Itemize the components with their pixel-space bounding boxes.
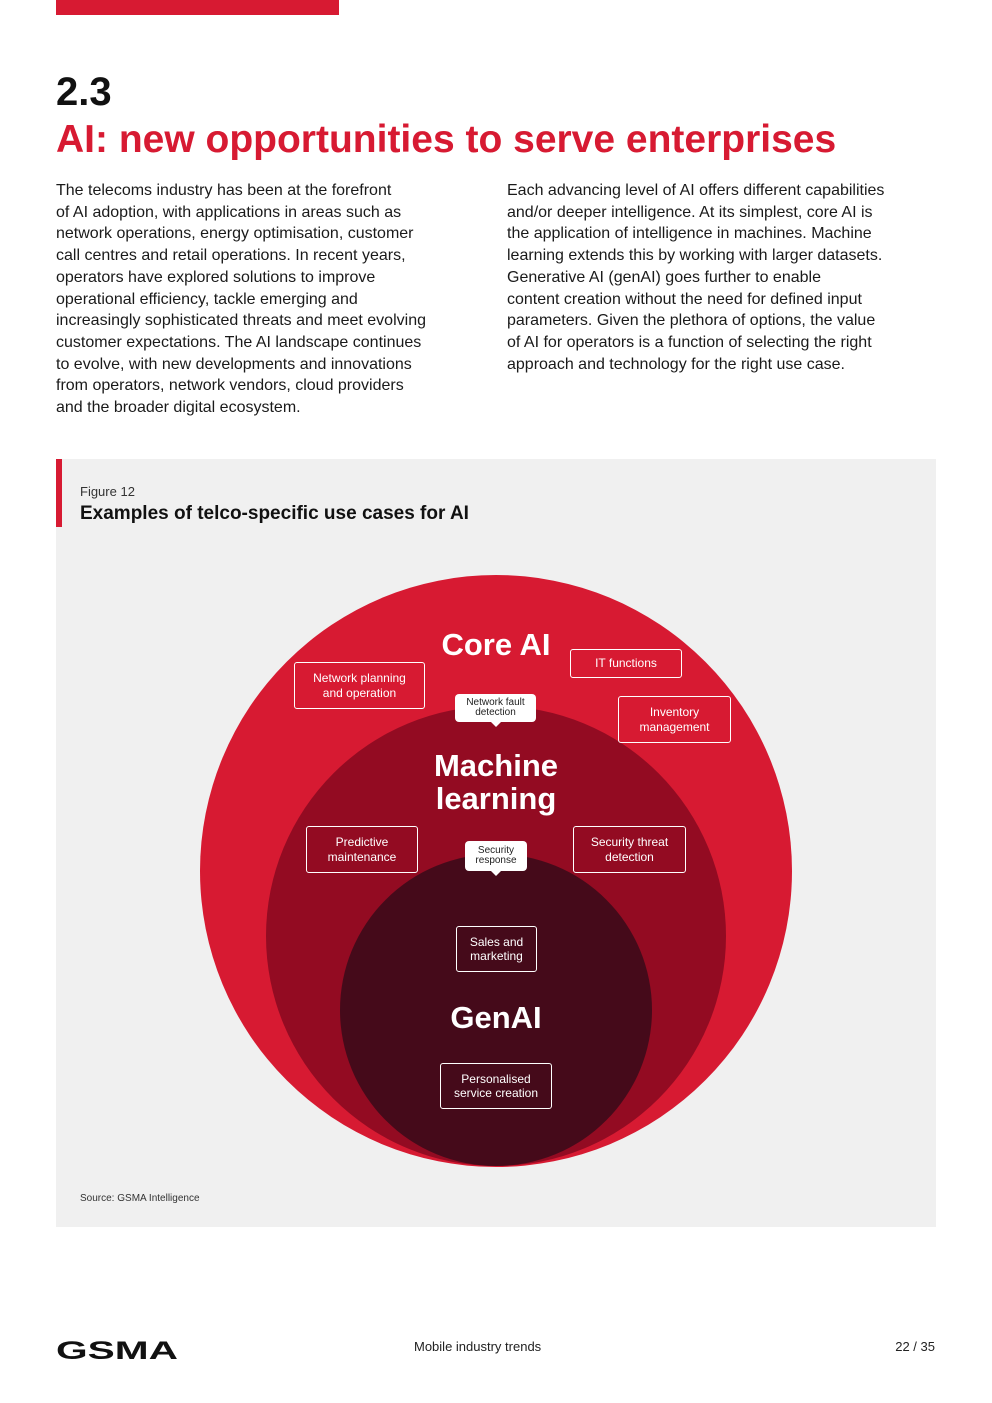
figure-panel: [56, 459, 936, 1227]
use-case-line: and operation: [322, 685, 397, 700]
body-column-left: [56, 180, 481, 419]
tag-line: detection: [475, 707, 516, 718]
body-line: network operations, energy optimisation, customer: [56, 225, 414, 243]
use-case-personalised-service: [440, 1063, 552, 1109]
tag-line: Security: [477, 844, 515, 856]
body-line: customer expectations. The AI landscape continues: [56, 333, 422, 351]
genai-label: GenAI: [450, 1000, 542, 1035]
body-line: approach and technology for the right use case.: [507, 355, 845, 373]
use-case-it-functions: [570, 649, 682, 678]
tag-network-fault-detection: [455, 694, 536, 722]
tag-line: response: [475, 855, 517, 866]
figure-title: Examples of telco-specific use cases for AI: [80, 503, 469, 524]
core-ai-label: Core AI: [441, 627, 551, 662]
use-case-network-planning: [294, 662, 425, 709]
body-line: and/or deeper intelligence. At its simplest, core AI is: [507, 203, 873, 221]
use-case-line: Network planning: [313, 671, 406, 685]
use-case-line: service creation: [453, 1086, 539, 1100]
footer-publication-title: Mobile industry trends: [414, 1339, 542, 1354]
use-case-line: Predictive: [335, 835, 389, 849]
body-line: operators have explored solutions to improve: [56, 268, 376, 286]
body-line: call centres and retail operations. In recent years,: [56, 247, 406, 265]
use-case-line: maintenance: [327, 849, 397, 864]
section-number: 2.3: [56, 70, 112, 114]
body-line: The telecoms industry has been at the forefront: [56, 182, 392, 199]
body-line: Each advancing level of AI offers different capabilities: [507, 182, 885, 199]
body-line: to evolve, with new developments and innovations: [56, 355, 412, 373]
gsma-logo-text: GSMA: [56, 1339, 178, 1361]
body-line: of AI for operators is a function of selecting the right: [507, 333, 872, 351]
body-column-right: [507, 180, 942, 375]
figure-label: Figure 12: [80, 484, 135, 499]
body-line: learning extends this by working with larger datasets.: [507, 247, 883, 265]
section-title: AI: new opportunities to serve enterprises: [56, 118, 837, 161]
body-line: parameters. Given the plethora of options, the value: [507, 312, 876, 330]
tag-security-response: [465, 841, 527, 871]
body-line: the application of intelligence in machines. Machine: [507, 225, 872, 243]
use-case-line: Personalised: [461, 1071, 531, 1086]
gsma-logo: [56, 1339, 180, 1361]
body-line: Generative AI (genAI) goes further to enable: [507, 268, 821, 286]
body-line: and the broader digital ecosystem.: [56, 399, 301, 417]
use-case-inventory-management: [618, 696, 731, 743]
tag-line: Network fault: [466, 696, 525, 708]
figure-source: Source: GSMA Intelligence: [80, 1193, 200, 1204]
use-case-predictive-maintenance: [306, 826, 418, 873]
machine-learning-label-line: learning: [435, 781, 557, 816]
use-case-line: Security threat: [590, 835, 669, 849]
top-accent-bar: [56, 0, 339, 15]
use-case-line: IT functions: [595, 656, 657, 671]
use-case-sales-marketing: [456, 926, 537, 972]
use-case-line: detection: [605, 849, 654, 864]
body-line: of AI adoption, with applications in areas such as: [56, 203, 402, 221]
body-line: increasingly sophisticated threats and meet evolving: [56, 312, 426, 330]
body-line: content creation without the need for defined input: [507, 290, 862, 308]
use-case-line: Inventory: [649, 705, 700, 719]
use-case-security-threat-detection: [573, 826, 686, 873]
machine-learning-label: [376, 749, 616, 815]
use-case-line: marketing: [470, 949, 523, 963]
body-line: operational efficiency, tackle emerging and: [56, 290, 358, 308]
page-number: 22 / 35: [895, 1339, 935, 1354]
body-line: from operators, network vendors, cloud providers: [56, 377, 404, 395]
use-case-line: management: [639, 719, 710, 734]
use-case-line: Sales and: [469, 934, 524, 949]
machine-learning-label-line: Machine: [433, 748, 559, 783]
